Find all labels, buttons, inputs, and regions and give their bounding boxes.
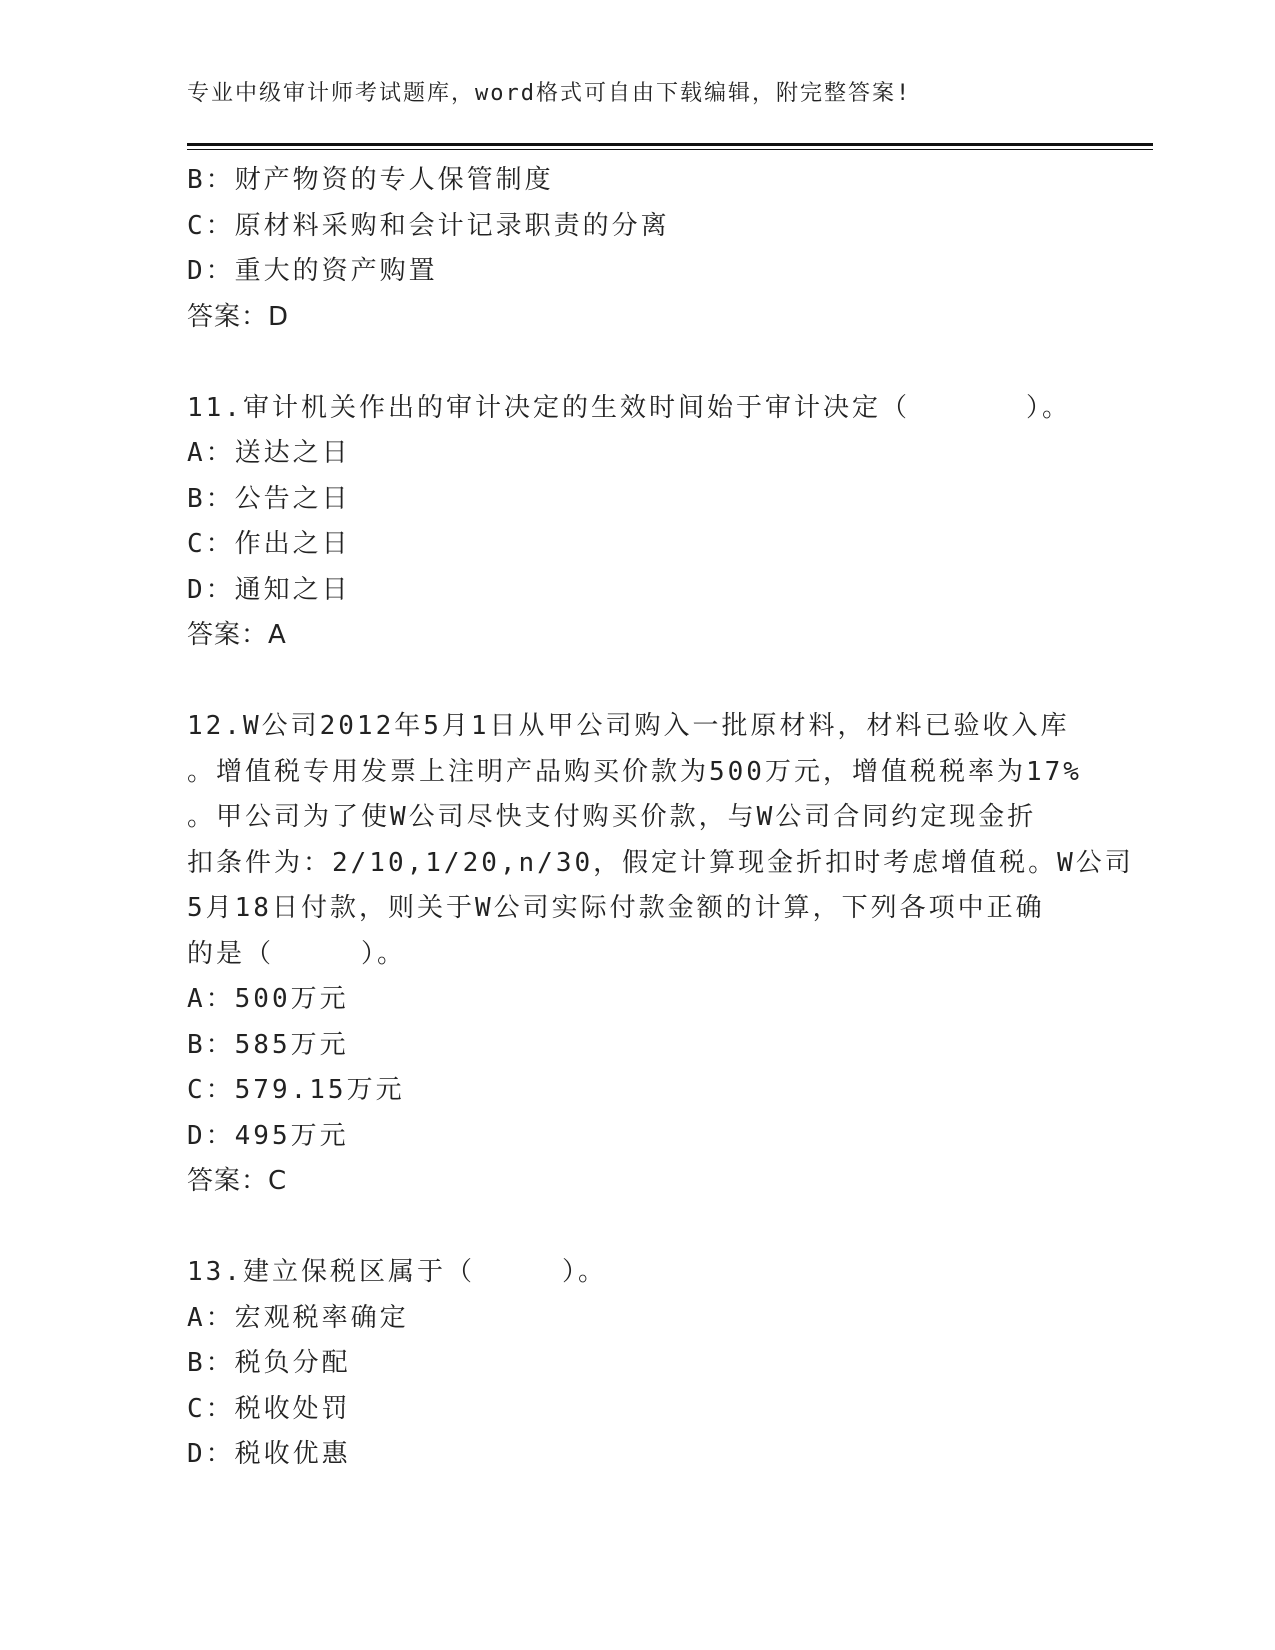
question-12 xyxy=(187,704,1134,1205)
option-b: B：585万元 xyxy=(187,1029,349,1060)
question-stem: 的是（ ）。 xyxy=(187,938,407,969)
option-c: C：税收处罚 xyxy=(187,1393,351,1424)
option-b: B：税负分配 xyxy=(187,1348,351,1378)
option-c: C：579.15万元 xyxy=(187,1075,405,1105)
answer-line: 答案：D xyxy=(187,301,290,332)
header-rule-thin xyxy=(187,149,1153,150)
option-d: D：重大的资产购置 xyxy=(187,256,438,286)
option-b: B：财产物资的专人保管制度 xyxy=(187,165,554,195)
option-a: A：500万元 xyxy=(187,984,349,1014)
option-b: B：公告之日 xyxy=(187,483,351,514)
question-13 xyxy=(187,1250,1087,1478)
question-11 xyxy=(187,386,1087,659)
option-c: C：作出之日 xyxy=(187,529,351,559)
question-stem: 。增值税专用发票上注明产品购买价款为500万元，增值税税率为17% xyxy=(187,756,1082,787)
question-stem: 扣条件为：2/10,1/20,n/30，假定计算现金折扣时考虑增值税。W公司 xyxy=(187,847,1134,878)
page-header: 专业中级审计师考试题库，word格式可自由下载编辑，附完整答案! xyxy=(187,81,912,106)
question-content xyxy=(187,158,1134,1478)
question-stem: 13.建立保税区属于（ ）。 xyxy=(187,1257,607,1287)
answer-line: 答案：A xyxy=(187,620,287,650)
spacer xyxy=(187,1205,1087,1251)
question-stem: 。甲公司为了使W公司尽快支付购买价款，与W公司合同约定现金折 xyxy=(187,802,1037,832)
question-stem: 5月18日付款，则关于W公司实际付款金额的计算，下列各项中正确 xyxy=(187,893,1045,923)
question-stem: 12.W公司2012年5月1日从甲公司购入一批原材料，材料已验收入库 xyxy=(187,711,1070,741)
answer-line: 答案：C xyxy=(187,1166,288,1196)
option-d: D：495万元 xyxy=(187,1120,349,1151)
header-rule-thick xyxy=(187,143,1153,146)
spacer xyxy=(187,340,1087,386)
question-stem: 11.审计机关作出的审计决定的生效时间始于审计决定（ ）。 xyxy=(187,392,1071,423)
option-a: A：宏观税率确定 xyxy=(187,1302,409,1333)
option-d: D：税收优惠 xyxy=(187,1439,351,1469)
prev-question xyxy=(187,158,1087,340)
option-a: A：送达之日 xyxy=(187,438,351,468)
option-c: C：原材料采购和会计记录职责的分离 xyxy=(187,210,670,241)
spacer xyxy=(187,659,1087,705)
option-d: D：通知之日 xyxy=(187,574,351,605)
